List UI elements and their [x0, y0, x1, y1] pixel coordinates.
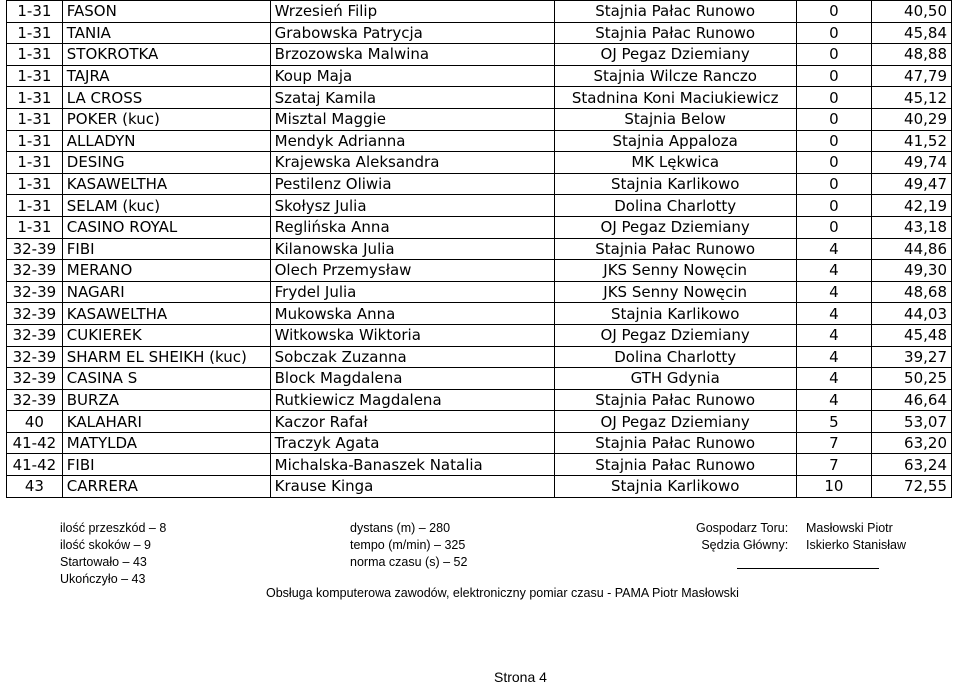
table-row: [7, 476, 952, 498]
penalty-cell: 5: [796, 411, 871, 433]
stable-cell: Stajnia Pałac Runowo: [554, 454, 796, 476]
table-row: [7, 108, 952, 130]
time-cell: 49,47: [871, 173, 951, 195]
rider-cell: Rutkiewicz Magdalena: [270, 389, 554, 411]
horse-cell: FIBI: [62, 454, 270, 476]
place-cell: 41-42: [7, 454, 63, 476]
footer-distance-info: [350, 520, 467, 571]
time-cell: 42,19: [871, 195, 951, 217]
stable-cell: OJ Pegaz Dziemiany: [554, 216, 796, 238]
table-row: [7, 238, 952, 260]
penalty-cell: 0: [796, 65, 871, 87]
stable-cell: Stajnia Karlikowo: [554, 303, 796, 325]
rider-cell: Sobczak Zuzanna: [270, 346, 554, 368]
stable-cell: Stajnia Wilcze Ranczo: [554, 65, 796, 87]
place-cell: 32-39: [7, 368, 63, 390]
rider-cell: Koup Maja: [270, 65, 554, 87]
stable-cell: Dolina Charlotty: [554, 195, 796, 217]
rider-cell: Szataj Kamila: [270, 87, 554, 109]
stable-cell: OJ Pegaz Dziemiany: [554, 324, 796, 346]
obstacles-count: ilość przeszkód – 8: [60, 521, 167, 535]
time-cell: 49,30: [871, 260, 951, 282]
finishers-count: Ukończyło – 43: [60, 572, 146, 586]
results-body: [7, 1, 952, 498]
rider-cell: Mendyk Adrianna: [270, 130, 554, 152]
table-row: [7, 368, 952, 390]
penalty-cell: 7: [796, 432, 871, 454]
time-allowed: norma czasu (s) – 52: [350, 555, 468, 569]
horse-cell: CARRERA: [62, 476, 270, 498]
time-cell: 39,27: [871, 346, 951, 368]
table-row: [7, 173, 952, 195]
tempo: tempo (m/min) – 325: [350, 538, 466, 552]
stable-cell: GTH Gdynia: [554, 368, 796, 390]
penalty-cell: 0: [796, 216, 871, 238]
penalty-cell: 0: [796, 173, 871, 195]
horse-cell: BURZA: [62, 389, 270, 411]
penalty-cell: 4: [796, 281, 871, 303]
table-row: [7, 216, 952, 238]
penalty-cell: 4: [796, 368, 871, 390]
stable-cell: Stadnina Koni Maciukiewicz: [554, 87, 796, 109]
stable-cell: Stajnia Pałac Runowo: [554, 1, 796, 23]
horse-cell: KASAWELTHA: [62, 173, 270, 195]
footer-officials-labels: [696, 520, 788, 554]
table-row: [7, 152, 952, 174]
starters-count: Startowało – 43: [60, 555, 147, 569]
horse-cell: CASINO ROYAL: [62, 216, 270, 238]
penalty-cell: 0: [796, 44, 871, 66]
signature-line: [737, 568, 879, 569]
rider-cell: Grabowska Patrycja: [270, 22, 554, 44]
table-row: [7, 324, 952, 346]
rider-cell: Witkowska Wiktoria: [270, 324, 554, 346]
horse-cell: FIBI: [62, 238, 270, 260]
chief-judge-label: Sędzia Główny:: [701, 538, 789, 552]
table-row: [7, 260, 952, 282]
stable-cell: Stajnia Pałac Runowo: [554, 238, 796, 260]
stable-cell: JKS Senny Nowęcin: [554, 260, 796, 282]
stable-cell: Stajnia Pałac Runowo: [554, 22, 796, 44]
chief-judge-name: Iskierko Stanisław: [806, 538, 907, 552]
penalty-cell: 0: [796, 87, 871, 109]
time-cell: 72,55: [871, 476, 951, 498]
horse-cell: CASINA S: [62, 368, 270, 390]
horse-cell: SELAM (kuc): [62, 195, 270, 217]
stable-cell: OJ Pegaz Dziemiany: [554, 44, 796, 66]
table-row: [7, 195, 952, 217]
place-cell: 32-39: [7, 346, 63, 368]
penalty-cell: 0: [796, 22, 871, 44]
time-cell: 63,24: [871, 454, 951, 476]
horse-cell: NAGARI: [62, 281, 270, 303]
time-cell: 49,74: [871, 152, 951, 174]
place-cell: 41-42: [7, 432, 63, 454]
table-row: [7, 454, 952, 476]
table-row: [7, 87, 952, 109]
horse-cell: SHARM EL SHEIKH (kuc): [62, 346, 270, 368]
penalty-cell: 4: [796, 389, 871, 411]
penalty-cell: 0: [796, 1, 871, 23]
place-cell: 32-39: [7, 281, 63, 303]
distance: dystans (m) – 280: [350, 521, 451, 535]
place-cell: 1-31: [7, 65, 63, 87]
stable-cell: Stajnia Pałac Runowo: [554, 389, 796, 411]
horse-cell: FASON: [62, 1, 270, 23]
place-cell: 1-31: [7, 87, 63, 109]
page-number: Strona 4: [494, 669, 547, 685]
place-cell: 40: [7, 411, 63, 433]
horse-cell: MATYLDA: [62, 432, 270, 454]
penalty-cell: 4: [796, 238, 871, 260]
rider-cell: Traczyk Agata: [270, 432, 554, 454]
time-cell: 63,20: [871, 432, 951, 454]
rider-cell: Krajewska Aleksandra: [270, 152, 554, 174]
time-cell: 43,18: [871, 216, 951, 238]
table-row: [7, 130, 952, 152]
penalty-cell: 0: [796, 152, 871, 174]
place-cell: 43: [7, 476, 63, 498]
time-cell: 46,64: [871, 389, 951, 411]
time-cell: 48,68: [871, 281, 951, 303]
rider-cell: Wrzesień Filip: [270, 1, 554, 23]
time-cell: 48,88: [871, 44, 951, 66]
time-cell: 40,50: [871, 1, 951, 23]
place-cell: 1-31: [7, 22, 63, 44]
horse-cell: MERANO: [62, 260, 270, 282]
course-designer-name: Masłowski Piotr: [806, 521, 893, 535]
time-cell: 50,25: [871, 368, 951, 390]
rider-cell: Block Magdalena: [270, 368, 554, 390]
rider-cell: Pestilenz Oliwia: [270, 173, 554, 195]
table-row: [7, 44, 952, 66]
rider-cell: Olech Przemysław: [270, 260, 554, 282]
course-designer-label: Gospodarz Toru:: [696, 521, 789, 535]
place-cell: 32-39: [7, 389, 63, 411]
table-row: [7, 22, 952, 44]
horse-cell: DESING: [62, 152, 270, 174]
horse-cell: TAJRA: [62, 65, 270, 87]
table-row: [7, 303, 952, 325]
place-cell: 32-39: [7, 260, 63, 282]
penalty-cell: 0: [796, 130, 871, 152]
time-cell: 45,84: [871, 22, 951, 44]
place-cell: 1-31: [7, 195, 63, 217]
stable-cell: Stajnia Appaloza: [554, 130, 796, 152]
table-row: [7, 432, 952, 454]
place-cell: 1-31: [7, 1, 63, 23]
time-cell: 40,29: [871, 108, 951, 130]
penalty-cell: 0: [796, 195, 871, 217]
place-cell: 1-31: [7, 130, 63, 152]
table-row: [7, 389, 952, 411]
stable-cell: Stajnia Pałac Runowo: [554, 432, 796, 454]
results-table: [6, 0, 952, 498]
time-cell: 45,12: [871, 87, 951, 109]
stable-cell: Dolina Charlotty: [554, 346, 796, 368]
penalty-cell: 4: [796, 324, 871, 346]
stable-cell: MK Lękwica: [554, 152, 796, 174]
rider-cell: Skołysz Julia: [270, 195, 554, 217]
rider-cell: Kilanowska Julia: [270, 238, 554, 260]
place-cell: 1-31: [7, 108, 63, 130]
footer-course-info: [60, 520, 166, 588]
rider-cell: Mukowska Anna: [270, 303, 554, 325]
rider-cell: Reglińska Anna: [270, 216, 554, 238]
rider-cell: Krause Kinga: [270, 476, 554, 498]
penalty-cell: 0: [796, 108, 871, 130]
horse-cell: ALLADYN: [62, 130, 270, 152]
place-cell: 1-31: [7, 216, 63, 238]
horse-cell: POKER (kuc): [62, 108, 270, 130]
rider-cell: Kaczor Rafał: [270, 411, 554, 433]
place-cell: 32-39: [7, 324, 63, 346]
place-cell: 32-39: [7, 303, 63, 325]
penalty-cell: 4: [796, 346, 871, 368]
time-cell: 53,07: [871, 411, 951, 433]
stable-cell: JKS Senny Nowęcin: [554, 281, 796, 303]
table-row: [7, 411, 952, 433]
penalty-cell: 4: [796, 303, 871, 325]
place-cell: 32-39: [7, 238, 63, 260]
stable-cell: Stajnia Below: [554, 108, 796, 130]
stable-cell: OJ Pegaz Dziemiany: [554, 411, 796, 433]
horse-cell: KASAWELTHA: [62, 303, 270, 325]
timing-note: Obsługa komputerowa zawodów, elektroniczny pomiar czasu - PAMA Piotr Masłowski: [266, 586, 739, 600]
place-cell: 1-31: [7, 152, 63, 174]
jumps-count: ilość skoków – 9: [60, 538, 152, 552]
horse-cell: CUKIEREK: [62, 324, 270, 346]
penalty-cell: 4: [796, 260, 871, 282]
place-cell: 1-31: [7, 44, 63, 66]
table-row: [7, 1, 952, 23]
time-cell: 45,48: [871, 324, 951, 346]
stable-cell: Stajnia Karlikowo: [554, 476, 796, 498]
stable-cell: Stajnia Karlikowo: [554, 173, 796, 195]
time-cell: 41,52: [871, 130, 951, 152]
rider-cell: Brzozowska Malwina: [270, 44, 554, 66]
horse-cell: STOKROTKA: [62, 44, 270, 66]
place-cell: 1-31: [7, 173, 63, 195]
time-cell: 44,86: [871, 238, 951, 260]
horse-cell: TANIA: [62, 22, 270, 44]
time-cell: 44,03: [871, 303, 951, 325]
table-row: [7, 65, 952, 87]
horse-cell: KALAHARI: [62, 411, 270, 433]
horse-cell: LA CROSS: [62, 87, 270, 109]
penalty-cell: 7: [796, 454, 871, 476]
rider-cell: Misztal Maggie: [270, 108, 554, 130]
footer-officials-names: [806, 520, 906, 554]
table-row: [7, 281, 952, 303]
rider-cell: Frydel Julia: [270, 281, 554, 303]
table-row: [7, 346, 952, 368]
rider-cell: Michalska-Banaszek Natalia: [270, 454, 554, 476]
penalty-cell: 10: [796, 476, 871, 498]
time-cell: 47,79: [871, 65, 951, 87]
